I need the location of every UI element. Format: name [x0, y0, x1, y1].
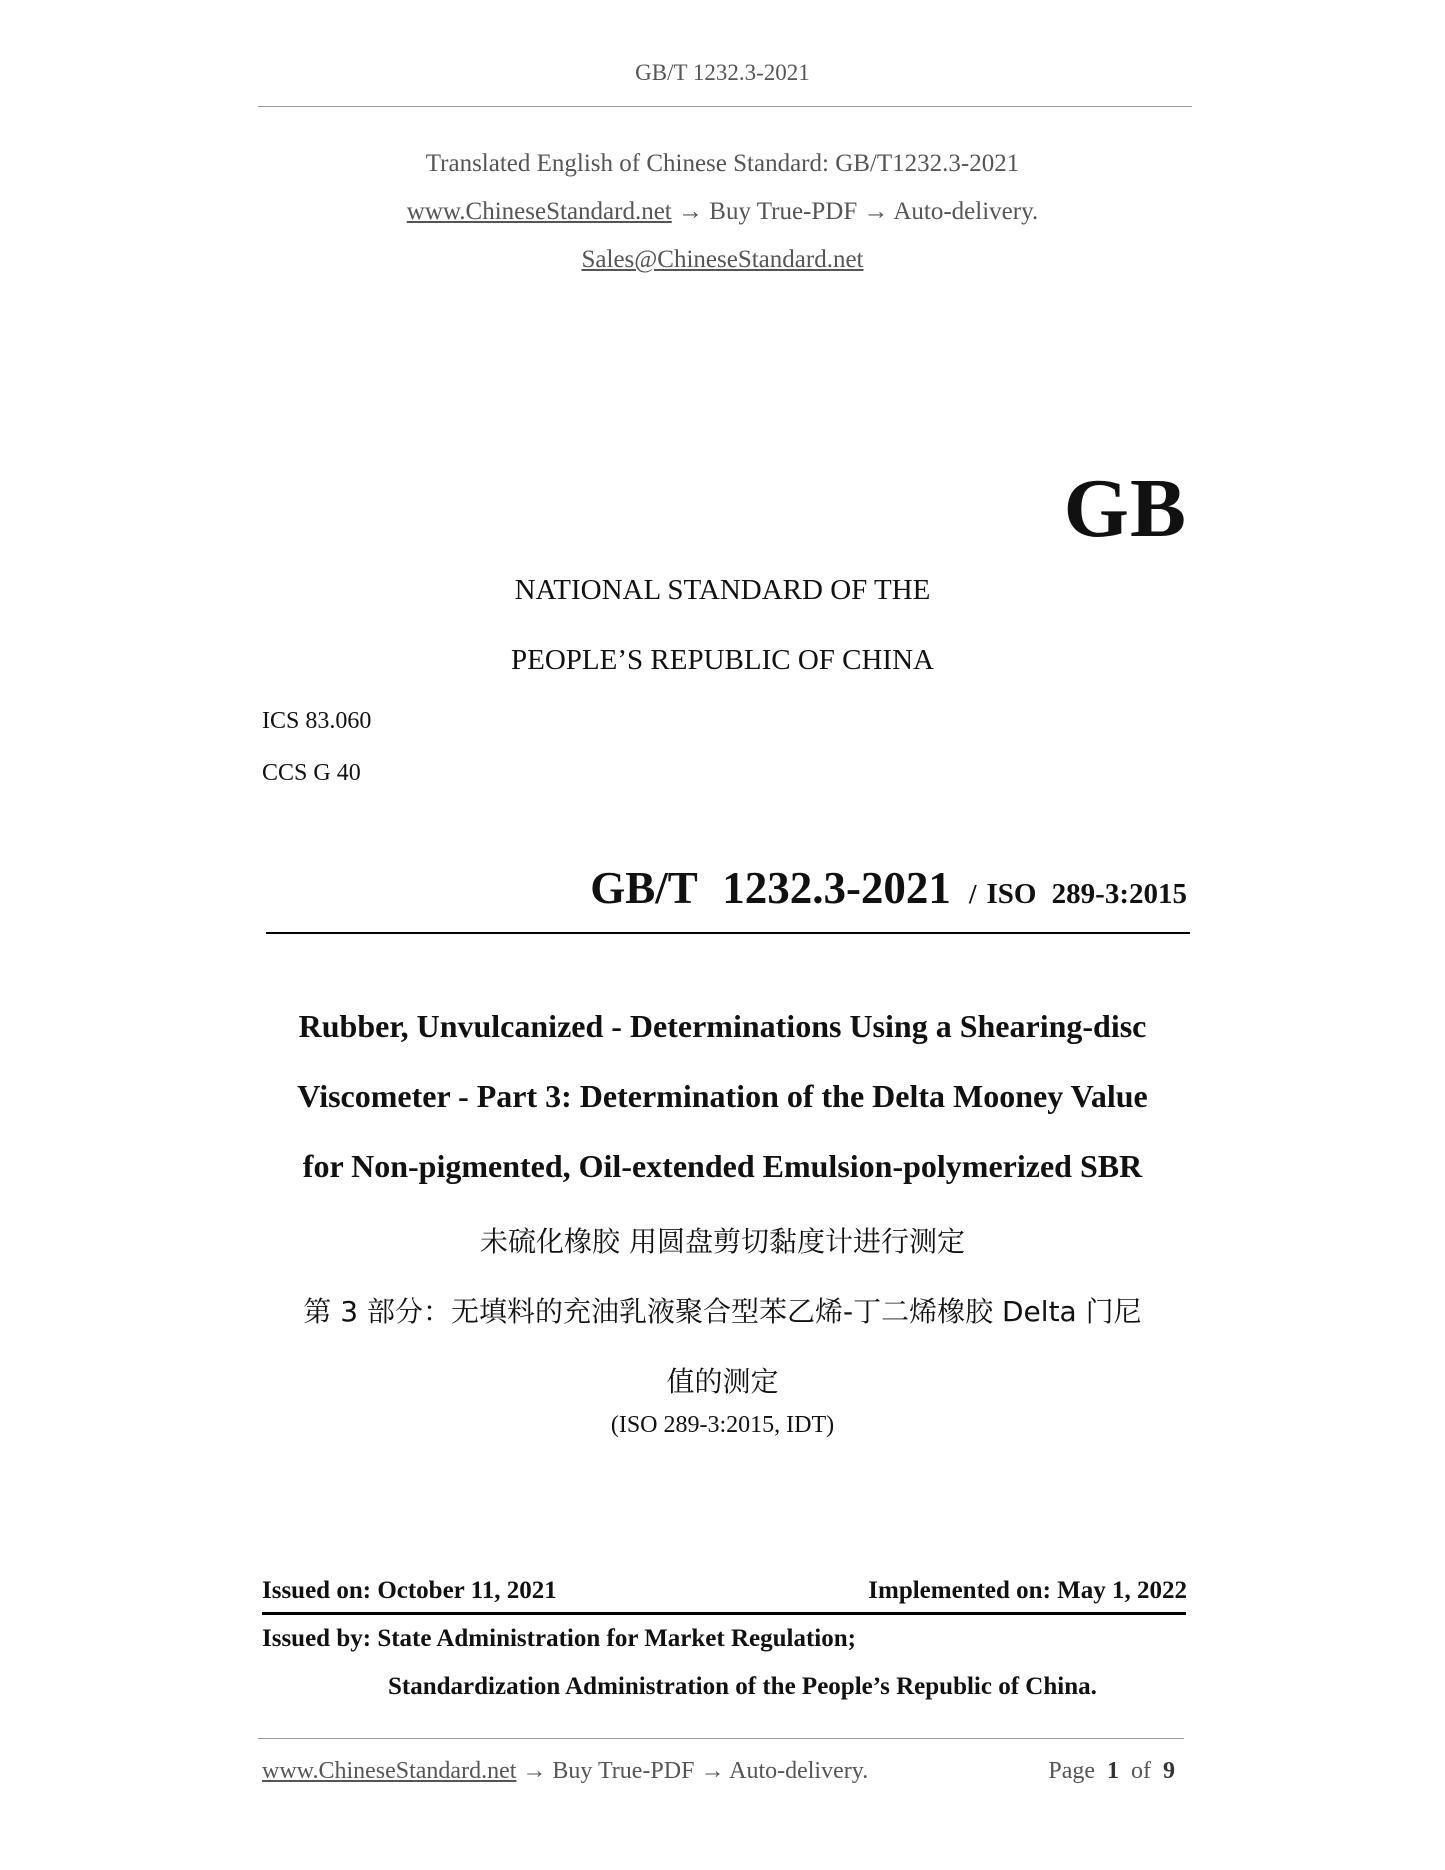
site-link[interactable]: www.ChineseStandard.net — [406, 198, 672, 225]
running-header: GB/T 1232.3-2021 — [635, 60, 810, 85]
footer-promo-text: → Buy True-PDF → Auto-delivery. — [516, 1758, 869, 1784]
issued-on-date: Issued on: October 11, 2021 — [262, 1577, 557, 1604]
issuer-line-2: Standardization Administration of the People’s Republic of China. — [388, 1673, 1097, 1700]
english-title-line-1: Rubber, Unvulcanized - Determinations Using a Shearing-disc — [298, 1008, 1147, 1044]
footer-promo — [262, 1758, 868, 1785]
promo-text: → Buy True-PDF → Auto-delivery. — [671, 198, 1039, 225]
issuer-line-1: Issued by: State Administration for Market Regulation; — [262, 1625, 856, 1652]
translated-notice: Translated English of Chinese Standard: GB/T1232.3-2021 — [425, 150, 1020, 177]
footer-divider — [258, 1738, 1184, 1739]
standard-number — [590, 862, 1187, 914]
footer-site-link[interactable]: www.ChineseStandard.net — [262, 1758, 517, 1784]
gb-logo: GB — [1063, 462, 1187, 555]
dates-divider — [262, 1612, 1186, 1615]
header-divider — [258, 106, 1192, 107]
implemented-on-date: Implemented on: May 1, 2022 — [868, 1577, 1187, 1604]
sales-email-link[interactable]: Sales@ChineseStandard.net — [581, 246, 864, 273]
national-standard-line-1: NATIONAL STANDARD OF THE — [514, 574, 931, 606]
promo-line — [0, 198, 1445, 226]
national-standard-line-2: PEOPLE’S REPUBLIC OF CHINA — [511, 644, 934, 676]
standard-number-divider — [266, 932, 1190, 934]
page-indicator — [1048, 1758, 1181, 1785]
ccs-code: CCS G 40 — [262, 760, 361, 786]
english-title-line-3: for Non-pigmented, Oil-extended Emulsion-polymerized SBR — [302, 1148, 1143, 1184]
page-label: Page — [1048, 1758, 1095, 1784]
standard-separator: / — [968, 879, 977, 909]
sales-line — [0, 246, 1445, 274]
of-label: of — [1131, 1758, 1151, 1784]
page-total: 9 — [1163, 1758, 1175, 1784]
ics-code: ICS 83.060 — [262, 708, 372, 734]
chinese-title-line-3: 值的测定 — [666, 1365, 779, 1398]
idt-reference: (ISO 289-3:2015, IDT) — [610, 1412, 835, 1438]
chinese-title-line-1: 未硫化橡胶 用圆盘剪切黏度计进行测定 — [480, 1225, 965, 1258]
iso-standard-number: ISO 289-3:2015 — [986, 878, 1187, 910]
english-title-line-2: Viscometer - Part 3: Determination of the Delta Mooney Value — [297, 1078, 1148, 1114]
page-number: 1 — [1107, 1758, 1119, 1784]
gb-standard-number: GB/T 1232.3-2021 — [590, 863, 951, 913]
chinese-title-line-2: 第 3 部分：无填料的充油乳液聚合型苯乙烯-丁二烯橡胶 Delta 门尼 — [303, 1295, 1142, 1328]
